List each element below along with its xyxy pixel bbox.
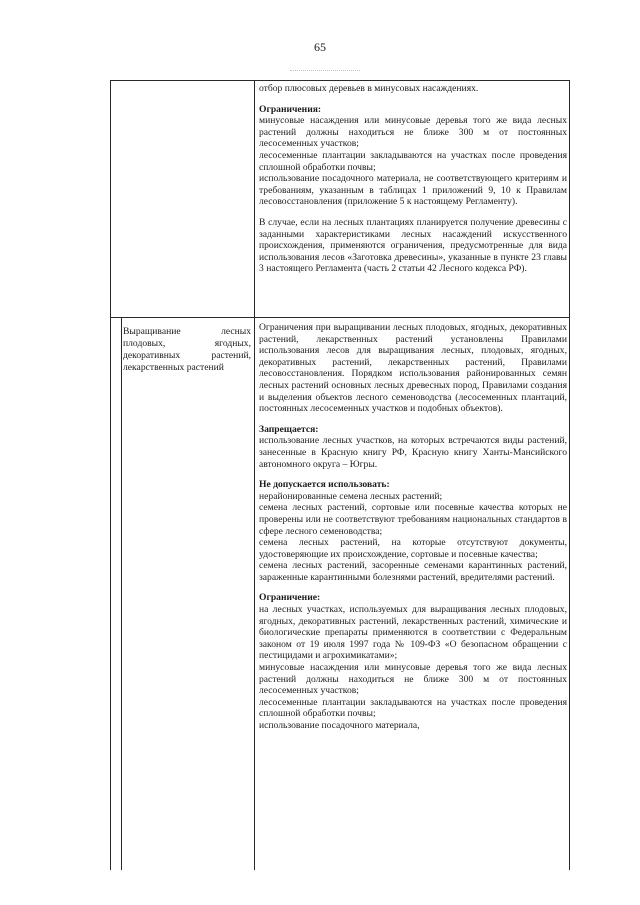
row-1-restrictions-cell: [259, 83, 567, 275]
section-heading: Ограничение:: [259, 592, 321, 604]
paragraph: использование посадочного материала,: [259, 720, 420, 731]
section-heading: Не допускается использовать:: [259, 479, 390, 491]
paragraph: семена лесных растений, сортовые или посевные качества которых не проверены или не соответствуют требованиям национальных стандартов в сфере лесного семеноводства;: [259, 502, 567, 537]
row-2-restrictions-cell: [259, 322, 567, 732]
paragraph-gap: [259, 208, 567, 217]
section-heading: Ограничения:: [259, 103, 322, 115]
regulation-table: [110, 80, 570, 870]
section-heading: Запрещается:: [259, 423, 319, 435]
paragraph: минусовые насаждения или минусовые деревья того же вида лесных растений должны находиться не ближе 300 м от постоянных лесосеменных участков;: [259, 662, 567, 697]
paragraph: лесосеменные плантации закладываются на участках после проведения сплошной обработки почвы;: [259, 696, 567, 720]
paragraph: использование лесных участков, на которых встречаются виды растений, занесенные в Красную книгу РФ, Красную книгу Ханты-Мансийского автономного округа – Югры.: [259, 435, 567, 470]
paragraph: Ограничения при выращивании лесных плодовых, ягодных, декоративных растений, лекарственных растений установлены Правилами использования лесов для выращивания лесных, плодовых, ягодных, декоративных растений, лекарственных растений, Правилами лесовосстановления. Порядком использования районированных семян лесных растений основных лесных древесных пород, Правилами создания и выделения объектов лесного семеноводства (лесосеменных плантаций, постоянных лесосеменных участков и подобных объектов).: [259, 322, 567, 415]
paragraph: на лесных участках, используемых для выращивания лесных плодовых, ягодных, декоративных растений, лекарственных растений, химические и биологические препараты применяются в соответствии с Федеральным законом от 19 июля 1997 года № 109-ФЗ «О безопасном обращении с пестицидами и агрохимикатами»;: [259, 604, 567, 662]
paragraph: семена лесных растений, на которые отсутствуют документы, удостоверяющие их происхождение, сортовые и посевные качества;: [259, 537, 567, 560]
page-number: 65: [314, 40, 326, 54]
paragraph: использование посадочного материала, не соответствующего критериям и требованиям, указанным в таблицах 1 приложений 9, 10 к Правилам лесовосстановления (приложение 5 к настоящему Регламенту).: [259, 173, 567, 208]
paragraph: минусовые насаждения или минусовые деревья того же вида лесных растений должны находиться не ближе 300 м от постоянных лесосеменных участков;: [259, 115, 567, 150]
paragraph: отбор плюсовых деревьев в минусовых насаждениях.: [259, 83, 479, 94]
number-column: [111, 317, 122, 870]
row-divider: [111, 317, 569, 318]
paragraph: лесосеменные плантации закладываются на участках после проведения сплошной обработки почвы;: [259, 149, 567, 173]
paragraph: семена лесных растений, засоренные семенами карантинных растений, зараженные карантинными болезнями растений, вредителями растений.: [259, 560, 567, 583]
column-divider: [254, 81, 255, 870]
row-2-activity-label: Выращивание лесных плодовых, ягодных, декоративных растений, лекарственных растений: [123, 326, 251, 373]
paragraph: нерайонированные семена лесных растений;: [259, 490, 443, 502]
paragraph: В случае, если на лесных плантациях планируется получение древесины с заданными характеристиками лесных насаждений искусственного происхождения, применяются ограничения, предусмотренные для вида использования лесов «Заготовка древесины», указанные в пункте 23 главы 3 настоящего Регламента (часть 2 статьи 42 Лесного кодекса РФ).: [259, 216, 567, 275]
